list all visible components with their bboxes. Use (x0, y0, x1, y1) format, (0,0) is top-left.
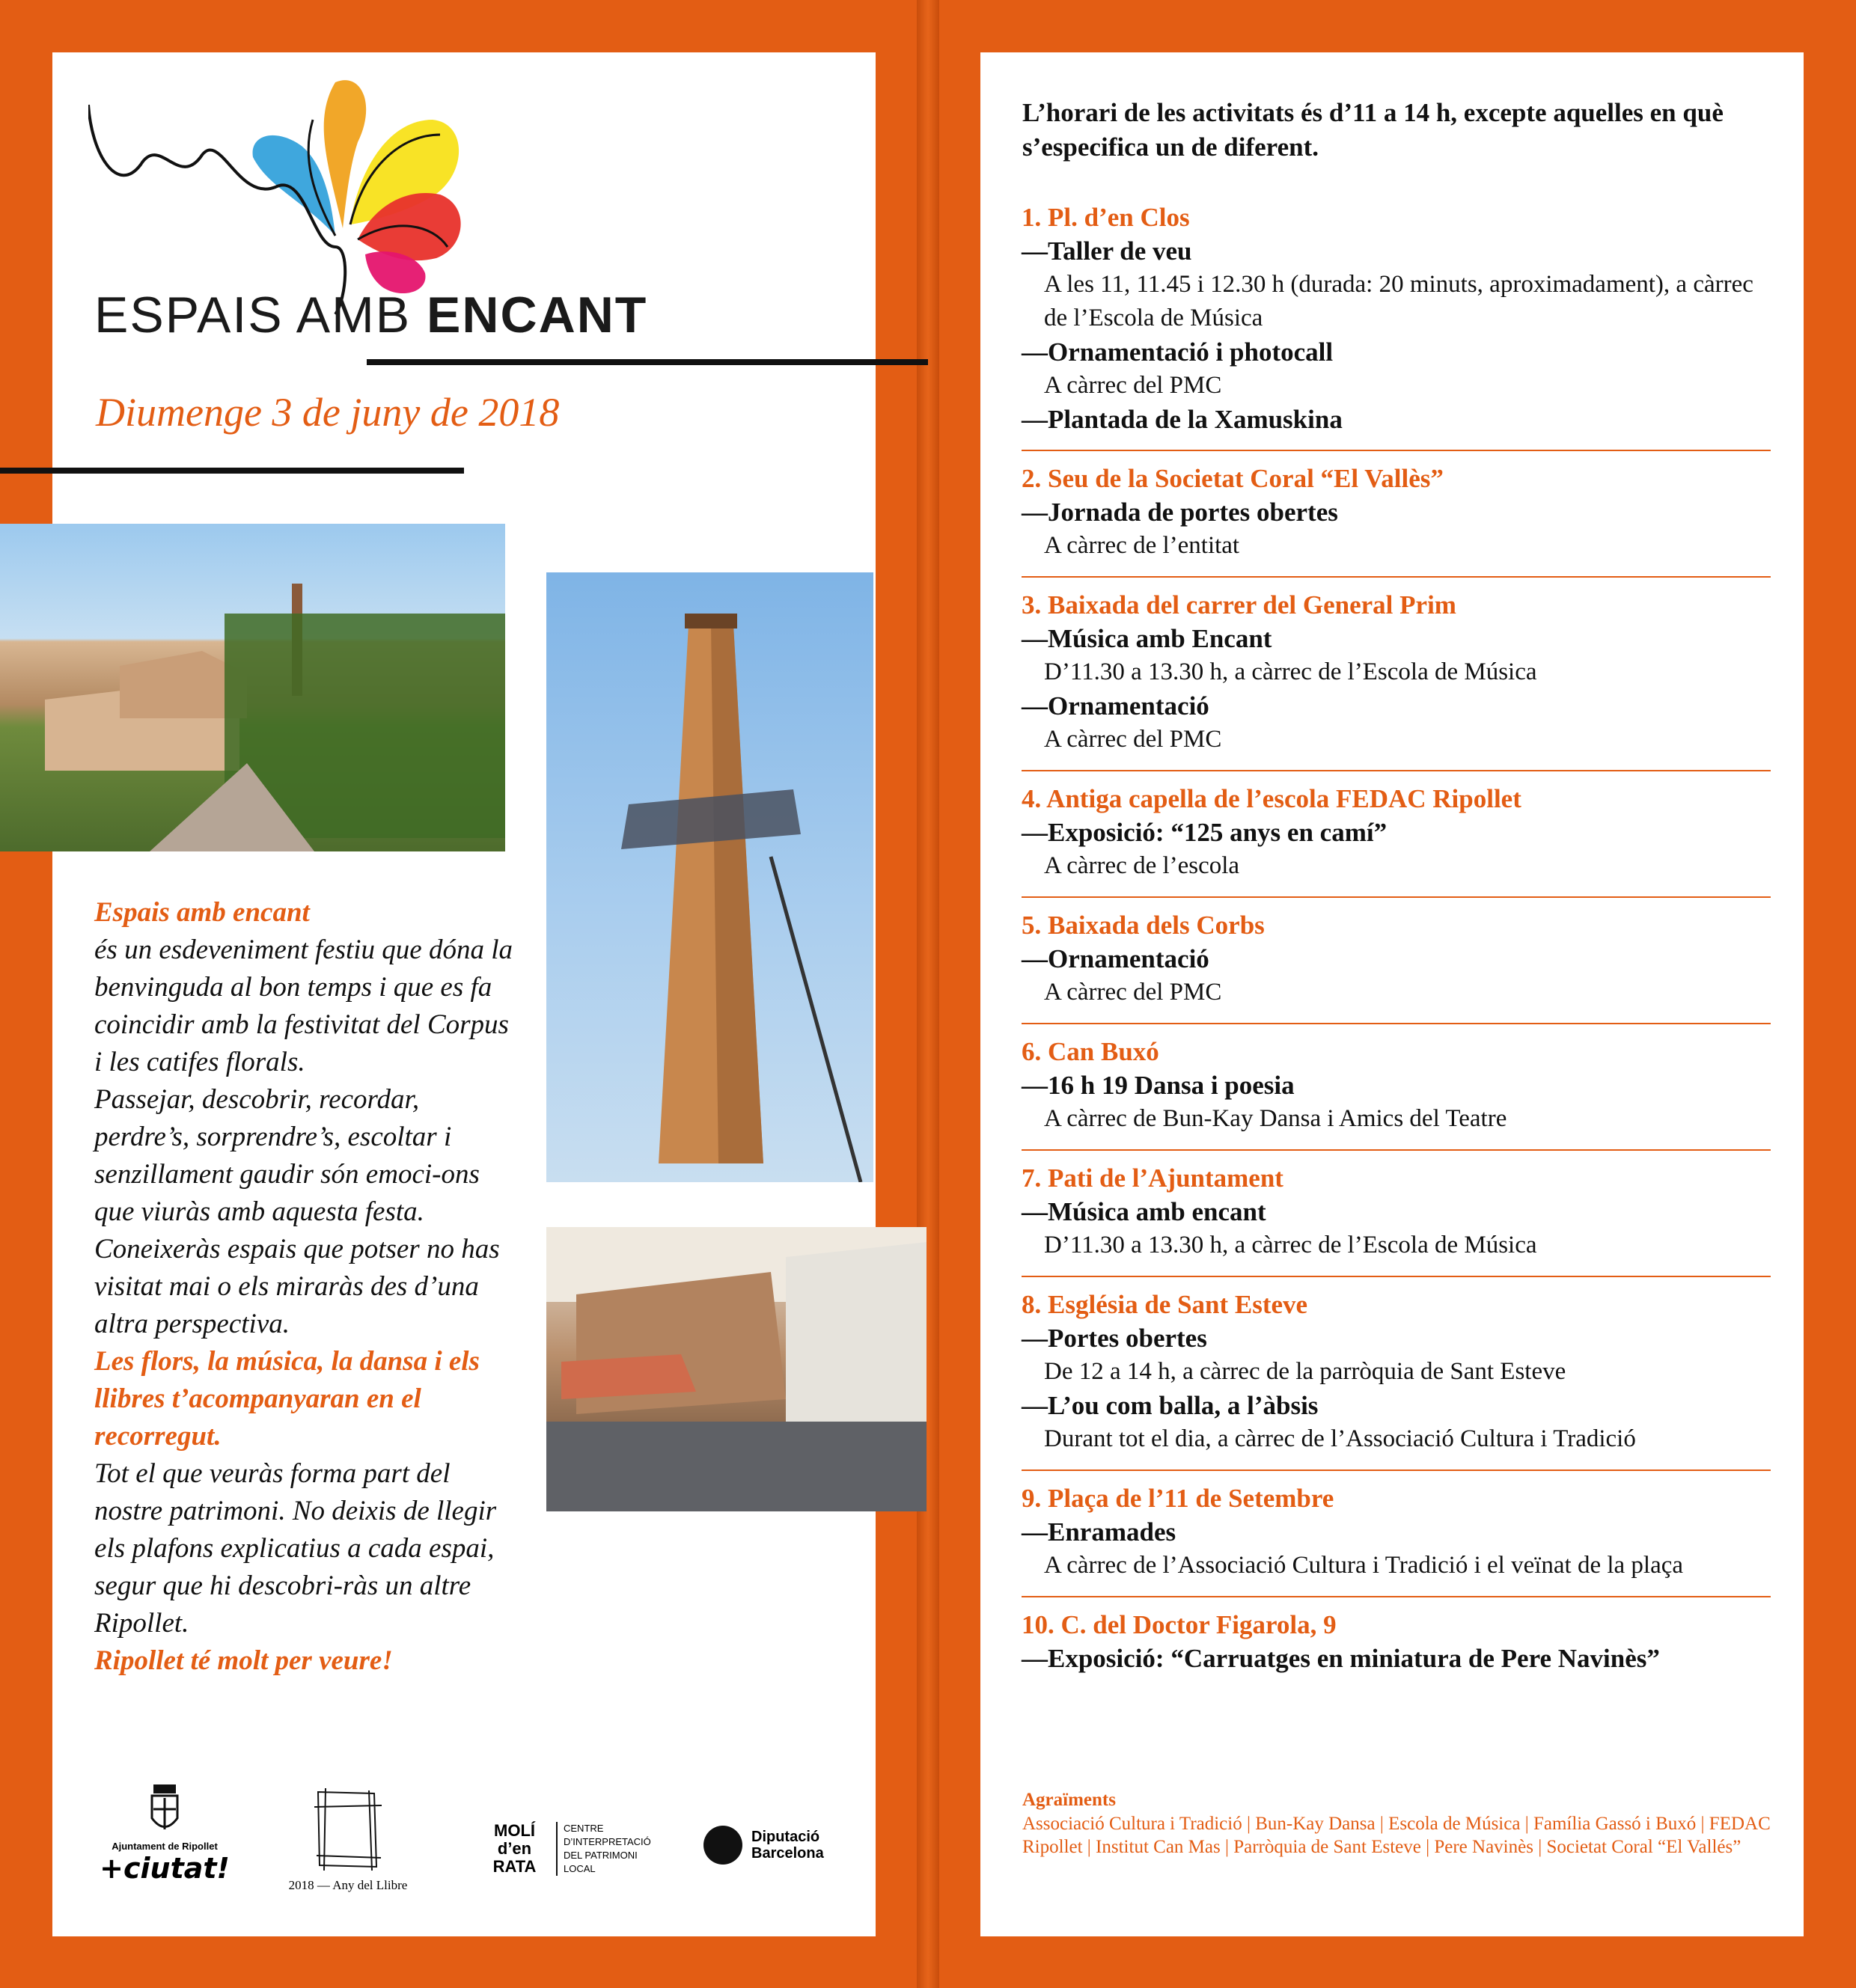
schedule-section (1022, 1277, 1771, 1471)
activity-title: —Ornamentació (1022, 691, 1209, 721)
intro-paragraph: és un esdeveniment festiu que dóna la benvinguda al bon temps i que es fa coincidir amb la festivitat del Corpus i les catifes florals. (94, 935, 513, 1077)
schedule (1022, 96, 1771, 1689)
activity-description: Durant tot el dia, a càrrec de l’Associació Cultura i Tradició (1044, 1425, 1636, 1452)
schedule-section (1022, 771, 1771, 898)
divider-line (367, 359, 928, 365)
schedule-section (1022, 1151, 1771, 1277)
divider-line (0, 468, 464, 474)
acknowledgements-text: Associació Cultura i Tradició | Bun-Kay Dansa | Escola de Música | Família Gassó i Buxó | FEDAC Ripollet | Institut Can Mas | Parròquia de Sant Esteve | Pere Navinès | Societat Coral “El Vallés” (1022, 1814, 1771, 1857)
any-llibre-logo: 2018 — Any del Llibre (262, 1784, 434, 1893)
logo-text: ESPAIS AMB ENCANT (94, 287, 648, 343)
section-title: 6. Can Buxó (1022, 1037, 1159, 1066)
section-title: 2. Seu de la Societat Coral “El Vallès” (1022, 464, 1444, 493)
activity-description: A càrrec del PMC (1044, 726, 1222, 753)
sponsor-logos: Ajuntament de Ripollet +ciutat! 2018 — Any del Llibre MOLÍ d’en RATA CENTRE D’INTERPRETACIÓ DEL PATRIMONI LOCAL Diputació Barcelona (90, 1784, 853, 1897)
section-title: 5. Baixada dels Corbs (1022, 911, 1265, 940)
intro-text (94, 894, 521, 1680)
activity-title: —Exposició: “Carruatges en miniatura de Pere Navinès” (1022, 1644, 1660, 1673)
intro-paragraph: Passejar, descobrir, recordar, perdre’s, sorprendre’s, escoltar i senzillament gaudir són emoci-ons que viuràs amb aquesta festa. Coneixeràs espais que potser no has visitat mai o els miraràs des d’una altra perspectiva. (94, 1084, 500, 1339)
activity-title: —Música amb encant (1022, 1197, 1266, 1226)
schedule-section (1022, 578, 1771, 771)
acknowledgements-title: Agraïments (1022, 1790, 1116, 1810)
activity-title: —16 h 19 Dansa i poesia (1022, 1071, 1295, 1100)
activity-description: A les 11, 11.45 i 12.30 h (durada: 20 minuts, aproximadament), a càrrec de l’Escola de Música (1044, 271, 1753, 331)
section-title: 9. Plaça de l’11 de Setembre (1022, 1484, 1334, 1513)
activity-description: A càrrec de l’escola (1044, 852, 1240, 879)
section-title: 3. Baixada del carrer del General Prim (1022, 590, 1456, 620)
schedule-section (1022, 190, 1771, 451)
acknowledgements (1022, 1788, 1771, 1859)
intro-highlight: Ripollet té molt per veure! (94, 1645, 393, 1676)
activity-title: —Taller de veu (1022, 236, 1192, 266)
section-title: 7. Pati de l’Ajuntament (1022, 1163, 1283, 1193)
activity-title: —Exposició: “125 anys en camí” (1022, 818, 1388, 847)
activity-description: De 12 a 14 h, a càrrec de la parròquia de Sant Esteve (1044, 1358, 1566, 1385)
schedule-section (1022, 1597, 1771, 1689)
coat-of-arms-icon (146, 1784, 183, 1837)
schedule-section (1022, 898, 1771, 1024)
activity-description: A càrrec de l’Associació Cultura i Tradició i el veïnat de la plaça (1044, 1552, 1684, 1579)
schedule-section (1022, 451, 1771, 578)
schedule-intro: L’horari de les activitats és d’11 a 14 h, excepte aquelles en què s’especifica un de diferent. (1022, 98, 1724, 162)
schedule-section (1022, 1471, 1771, 1597)
activity-title: —Música amb Encant (1022, 624, 1272, 653)
activity-title: —Ornamentació i photocall (1022, 337, 1334, 367)
diputacio-emblem-icon (703, 1826, 742, 1865)
section-title: 1. Pl. d’en Clos (1022, 203, 1190, 232)
activity-description: A càrrec del PMC (1044, 979, 1222, 1006)
activity-description: A càrrec de Bun-Kay Dansa i Amics del Teatre (1044, 1105, 1507, 1132)
activity-description: D’11.30 a 13.30 h, a càrrec de l’Escola de Música (1044, 1232, 1537, 1258)
activity-title: —Portes obertes (1022, 1324, 1207, 1353)
activity-title: —Ornamentació (1022, 944, 1209, 973)
section-title: 8. Església de Sant Esteve (1022, 1290, 1308, 1319)
activity-description: D’11.30 a 13.30 h, a càrrec de l’Escola de Música (1044, 658, 1537, 685)
section-title: 10. C. del Doctor Figarola, 9 (1022, 1610, 1337, 1639)
activity-title: —L’ou com balla, a l’àbsis (1022, 1391, 1319, 1420)
event-date: Diumenge 3 de juny de 2018 (96, 390, 560, 435)
activity-title: —Jornada de portes obertes (1022, 498, 1338, 527)
page-fold (917, 0, 939, 1988)
intro-highlight: Les flors, la música, la dansa i els llibres t’acompanyaran en el recorregut. (94, 1346, 480, 1452)
activity-description: A càrrec de l’entitat (1044, 532, 1240, 559)
chimney-photo (546, 572, 873, 1182)
activity-description: A càrrec del PMC (1044, 372, 1222, 399)
intro-paragraph: Tot el que veuràs forma part del nostre patrimoni. No deixis de llegir els plafons explicatius a cada espai, segur que hi descobri-ràs un altre Ripollet. (94, 1458, 497, 1639)
garden-photo (0, 524, 505, 851)
intro-highlight: Espais amb encant (94, 897, 310, 928)
ajuntament-logo: Ajuntament de Ripollet +ciutat! (90, 1784, 239, 1885)
street-photo (546, 1227, 927, 1511)
book-sketch-icon (303, 1784, 393, 1874)
schedule-section (1022, 1024, 1771, 1151)
section-title: 4. Antiga capella de l’escola FEDAC Ripollet (1022, 784, 1521, 813)
activity-title: —Enramades (1022, 1517, 1176, 1547)
activity-title: —Plantada de la Xamuskina (1022, 405, 1343, 434)
